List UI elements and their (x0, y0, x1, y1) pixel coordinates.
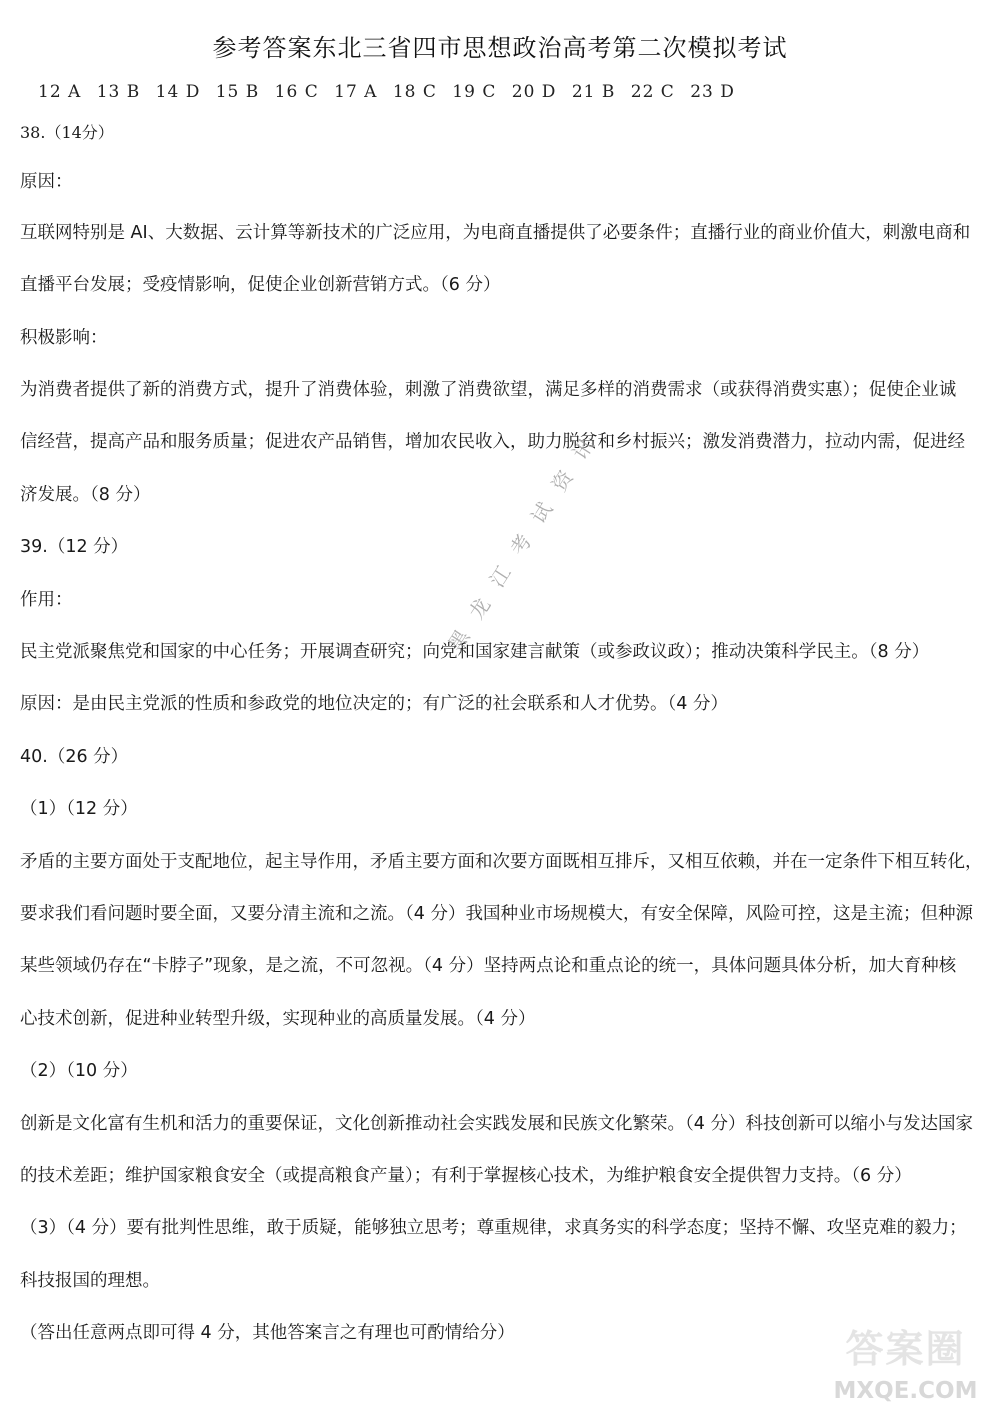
answer-item: 17 A (334, 82, 378, 102)
answer-item: 22 C (630, 82, 675, 102)
answer-text-line: 民主党派聚焦党和国家的中心任务；开展调查研究；向党和国家建言献策（或参政议政）；推动决策科学民主。（8 分） (20, 642, 930, 662)
multiple-choice-answers (38, 82, 744, 102)
answer-text-line: 矛盾的主要方面处于支配地位，起主导作用，矛盾主要方面和次要方面既相互排斥，又相互依赖，并在一定条件下相互转化， (20, 852, 983, 872)
section-label: 积极影响： (20, 328, 108, 348)
answer-text-line: 科技报国的理想。 (20, 1271, 160, 1291)
answer-text-line: （3）（4 分）要有批判性思维，敢于质疑，能够独立思考；尊重规律，求真务实的科学态度；坚持不懈、攻坚克难的毅力； (20, 1218, 967, 1238)
answer-item: 21 B (571, 82, 616, 102)
answer-text-line: 创新是文化富有生机和活力的重要保证，文化创新推动社会实践发展和民族文化繁荣。（4 分）科技创新可以缩小与发达国家 (20, 1114, 973, 1134)
answer-text-line: 直播平台发展；受疫情影响，促使企业创新营销方式。（6 分） (20, 275, 501, 295)
answer-text-line: 要求我们看问题时要全面，又要分清主流和之流。（4 分）我国种业市场规模大，有安全保障，风险可控，这是主流；但种源 (20, 904, 973, 924)
answer-text-line: 信经营，提高产品和服务质量；促进农产品销售，增加农民收入，助力脱贫和乡村振兴；激发消费潜力，拉动内需，促进经 (20, 432, 965, 452)
question-38-heading: 38.（14分） (20, 123, 114, 142)
answer-text-line: 心技术创新，促进种业转型升级，实现种业的高质量发展。（4 分） (20, 1009, 536, 1029)
answer-item: 13 B (96, 82, 141, 102)
section-label: 原因： (20, 172, 73, 192)
answer-item: 20 D (511, 82, 557, 102)
site-logo (818, 1320, 993, 1410)
answer-item: 14 D (155, 82, 201, 102)
answer-item: 16 C (274, 82, 319, 102)
logo-url: MXQE.COM (833, 1378, 978, 1404)
answer-item: 18 C (392, 82, 437, 102)
answer-item: 15 B (215, 82, 260, 102)
answer-text-line: 济发展。（8 分） (20, 485, 151, 505)
answer-text-line: 互联网特别是 AI、大数据、云计算等新技术的广泛应用，为电商直播提供了必要条件；直播行业的商业价值大，刺激电商和 (20, 223, 971, 243)
sub-question-heading: （1）（12 分） (20, 799, 138, 819)
question-39-heading: 39.（12 分） (20, 537, 129, 557)
answer-item: 19 C (452, 82, 497, 102)
answer-text-line: 某些领域仍存在“卡脖子”现象，是之流，不可忽视。（4 分）坚持两点论和重点论的统一，具体问题具体分析，加大育种核 (20, 956, 957, 976)
answer-text-line: 原因：是由民主党派的性质和参政党的地位决定的；有广泛的社会联系和人才优势。（4 分） (20, 694, 728, 714)
answer-text-line: 的技术差距；维护国家粮食安全（或提高粮食产量）；有利于掌握核心技术，为维护粮食安全提供智力支持。（6 分） (20, 1166, 912, 1186)
answer-item: 12 A (38, 82, 82, 102)
answer-text-line: 为消费者提供了新的消费方式，提升了消费体验，刺激了消费欲望，满足多样的消费需求（或获得消费实惠）；促使企业诚 (20, 380, 957, 400)
section-label: 作用： (20, 590, 73, 610)
grading-note: （答出任意两点即可得 4 分，其他答案言之有理也可酌情给分） (20, 1323, 515, 1343)
sub-question-heading: （2）（10 分） (20, 1061, 138, 1081)
watermark-text: 黑龙江考试资讯 (443, 419, 609, 656)
logo-wordmark: 答案圈 (845, 1327, 966, 1371)
page-title: 参考答案东北三省四市思想政治高考第二次模拟考试 (212, 34, 788, 62)
question-40-heading: 40.（26 分） (20, 747, 129, 767)
answer-item: 23 D (690, 82, 735, 102)
